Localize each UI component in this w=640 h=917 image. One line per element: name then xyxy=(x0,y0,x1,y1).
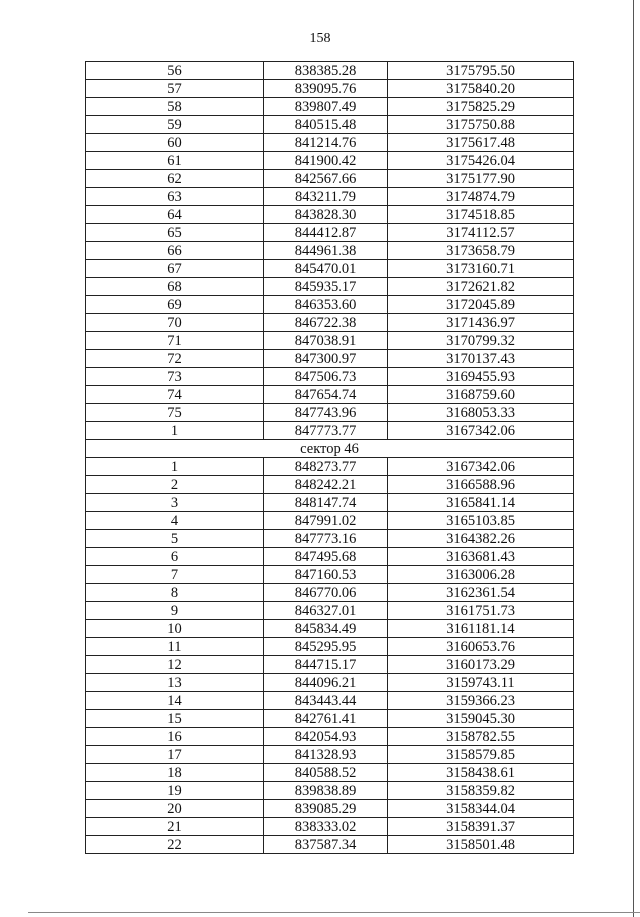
point-number-cell: 56 xyxy=(86,62,264,80)
x-coordinate-cell: 841328.93 xyxy=(264,746,388,764)
point-number-cell: 64 xyxy=(86,206,264,224)
x-coordinate-cell: 844715.17 xyxy=(264,656,388,674)
x-coordinate-cell: 846722.38 xyxy=(264,314,388,332)
point-number-cell: 14 xyxy=(86,692,264,710)
y-coordinate-cell: 3166588.96 xyxy=(388,476,574,494)
point-number-cell: 57 xyxy=(86,80,264,98)
page-number: 158 xyxy=(309,31,331,46)
x-coordinate-cell: 841900.42 xyxy=(264,152,388,170)
y-coordinate-cell: 3158579.85 xyxy=(388,746,574,764)
x-coordinate-cell: 847038.91 xyxy=(264,332,388,350)
x-coordinate-cell: 843443.44 xyxy=(264,692,388,710)
point-number-cell: 62 xyxy=(86,170,264,188)
x-coordinate-cell: 839095.76 xyxy=(264,80,388,98)
y-coordinate-cell: 3170799.32 xyxy=(388,332,574,350)
point-number-cell: 71 xyxy=(86,332,264,350)
y-coordinate-cell: 3160653.76 xyxy=(388,638,574,656)
page-edge-bottom xyxy=(28,912,640,913)
x-coordinate-cell: 837587.34 xyxy=(264,836,388,854)
y-coordinate-cell: 3164382.26 xyxy=(388,530,574,548)
point-number-cell: 19 xyxy=(86,782,264,800)
table-row xyxy=(86,818,574,836)
x-coordinate-cell: 842054.93 xyxy=(264,728,388,746)
y-coordinate-cell: 3158501.48 xyxy=(388,836,574,854)
table-row xyxy=(86,620,574,638)
y-coordinate-cell: 3159366.23 xyxy=(388,692,574,710)
y-coordinate-cell: 3165841.14 xyxy=(388,494,574,512)
x-coordinate-cell: 847773.77 xyxy=(264,422,388,440)
table-row xyxy=(86,350,574,368)
table-row xyxy=(86,548,574,566)
x-coordinate-cell: 839085.29 xyxy=(264,800,388,818)
table-row xyxy=(86,116,574,134)
point-number-cell: 58 xyxy=(86,98,264,116)
y-coordinate-cell: 3171436.97 xyxy=(388,314,574,332)
x-coordinate-cell: 840515.48 xyxy=(264,116,388,134)
x-coordinate-cell: 843211.79 xyxy=(264,188,388,206)
y-coordinate-cell: 3162361.54 xyxy=(388,584,574,602)
y-coordinate-cell: 3173160.71 xyxy=(388,260,574,278)
y-coordinate-cell: 3158344.04 xyxy=(388,800,574,818)
table-row xyxy=(86,746,574,764)
table-row xyxy=(86,476,574,494)
table-row xyxy=(86,422,574,440)
table-row xyxy=(86,656,574,674)
point-number-cell: 60 xyxy=(86,134,264,152)
x-coordinate-cell: 839838.89 xyxy=(264,782,388,800)
y-coordinate-cell: 3167342.06 xyxy=(388,422,574,440)
table-row xyxy=(86,386,574,404)
point-number-cell: 3 xyxy=(86,494,264,512)
table-row xyxy=(86,242,574,260)
y-coordinate-cell: 3175840.20 xyxy=(388,80,574,98)
point-number-cell: 7 xyxy=(86,566,264,584)
y-coordinate-cell: 3175795.50 xyxy=(388,62,574,80)
x-coordinate-cell: 842567.66 xyxy=(264,170,388,188)
table-row xyxy=(86,728,574,746)
x-coordinate-cell: 844096.21 xyxy=(264,674,388,692)
point-number-cell: 68 xyxy=(86,278,264,296)
point-number-cell: 8 xyxy=(86,584,264,602)
table-row xyxy=(86,278,574,296)
table-row xyxy=(86,782,574,800)
table-row xyxy=(86,224,574,242)
table-row xyxy=(86,584,574,602)
table-row xyxy=(86,80,574,98)
x-coordinate-cell: 847743.96 xyxy=(264,404,388,422)
y-coordinate-cell: 3168759.60 xyxy=(388,386,574,404)
x-coordinate-cell: 847160.53 xyxy=(264,566,388,584)
y-coordinate-cell: 3161751.73 xyxy=(388,602,574,620)
table-row xyxy=(86,494,574,512)
coordinates-table xyxy=(85,61,574,854)
y-coordinate-cell: 3175426.04 xyxy=(388,152,574,170)
y-coordinate-cell: 3173658.79 xyxy=(388,242,574,260)
x-coordinate-cell: 838385.28 xyxy=(264,62,388,80)
y-coordinate-cell: 3167342.06 xyxy=(388,458,574,476)
point-number-cell: 11 xyxy=(86,638,264,656)
x-coordinate-cell: 847773.16 xyxy=(264,530,388,548)
y-coordinate-cell: 3158391.37 xyxy=(388,818,574,836)
x-coordinate-cell: 847300.97 xyxy=(264,350,388,368)
y-coordinate-cell: 3175825.29 xyxy=(388,98,574,116)
table-row xyxy=(86,602,574,620)
x-coordinate-cell: 848147.74 xyxy=(264,494,388,512)
y-coordinate-cell: 3160173.29 xyxy=(388,656,574,674)
y-coordinate-cell: 3158359.82 xyxy=(388,782,574,800)
point-number-cell: 66 xyxy=(86,242,264,260)
table-row xyxy=(86,188,574,206)
x-coordinate-cell: 845295.95 xyxy=(264,638,388,656)
x-coordinate-cell: 847506.73 xyxy=(264,368,388,386)
x-coordinate-cell: 846327.01 xyxy=(264,602,388,620)
point-number-cell: 72 xyxy=(86,350,264,368)
point-number-cell: 69 xyxy=(86,296,264,314)
x-coordinate-cell: 838333.02 xyxy=(264,818,388,836)
y-coordinate-cell: 3165103.85 xyxy=(388,512,574,530)
table-row xyxy=(86,206,574,224)
point-number-cell: 12 xyxy=(86,656,264,674)
x-coordinate-cell: 846770.06 xyxy=(264,584,388,602)
point-number-cell: 59 xyxy=(86,116,264,134)
point-number-cell: 73 xyxy=(86,368,264,386)
x-coordinate-cell: 842761.41 xyxy=(264,710,388,728)
y-coordinate-cell: 3174874.79 xyxy=(388,188,574,206)
table-row xyxy=(86,764,574,782)
table-row xyxy=(86,368,574,386)
point-number-cell: 22 xyxy=(86,836,264,854)
point-number-cell: 13 xyxy=(86,674,264,692)
table-row xyxy=(86,638,574,656)
y-coordinate-cell: 3163681.43 xyxy=(388,548,574,566)
x-coordinate-cell: 844961.38 xyxy=(264,242,388,260)
point-number-cell: 70 xyxy=(86,314,264,332)
y-coordinate-cell: 3174112.57 xyxy=(388,224,574,242)
x-coordinate-cell: 847654.74 xyxy=(264,386,388,404)
y-coordinate-cell: 3170137.43 xyxy=(388,350,574,368)
table-row xyxy=(86,800,574,818)
table-row xyxy=(86,674,574,692)
point-number-cell: 74 xyxy=(86,386,264,404)
table-row xyxy=(86,332,574,350)
point-number-cell: 1 xyxy=(86,422,264,440)
point-number-cell: 18 xyxy=(86,764,264,782)
point-number-cell: 61 xyxy=(86,152,264,170)
y-coordinate-cell: 3175750.88 xyxy=(388,116,574,134)
point-number-cell: 2 xyxy=(86,476,264,494)
y-coordinate-cell: 3172621.82 xyxy=(388,278,574,296)
point-number-cell: 10 xyxy=(86,620,264,638)
sector-label: сектор 46 xyxy=(86,440,574,458)
table-row xyxy=(86,404,574,422)
point-number-cell: 9 xyxy=(86,602,264,620)
point-number-cell: 75 xyxy=(86,404,264,422)
point-number-cell: 67 xyxy=(86,260,264,278)
x-coordinate-cell: 847991.02 xyxy=(264,512,388,530)
x-coordinate-cell: 843828.30 xyxy=(264,206,388,224)
table-row xyxy=(86,170,574,188)
table-row xyxy=(86,566,574,584)
table-row xyxy=(86,296,574,314)
x-coordinate-cell: 844412.87 xyxy=(264,224,388,242)
table-row xyxy=(86,314,574,332)
x-coordinate-cell: 847495.68 xyxy=(264,548,388,566)
point-number-cell: 63 xyxy=(86,188,264,206)
table-row xyxy=(86,836,574,854)
table-row xyxy=(86,458,574,476)
y-coordinate-cell: 3175617.48 xyxy=(388,134,574,152)
point-number-cell: 16 xyxy=(86,728,264,746)
point-number-cell: 4 xyxy=(86,512,264,530)
coordinates-table-body xyxy=(86,62,574,854)
x-coordinate-cell: 839807.49 xyxy=(264,98,388,116)
table-row xyxy=(86,512,574,530)
point-number-cell: 15 xyxy=(86,710,264,728)
point-number-cell: 20 xyxy=(86,800,264,818)
x-coordinate-cell: 846353.60 xyxy=(264,296,388,314)
x-coordinate-cell: 845935.17 xyxy=(264,278,388,296)
table-row xyxy=(86,692,574,710)
table-row xyxy=(86,134,574,152)
point-number-cell: 1 xyxy=(86,458,264,476)
y-coordinate-cell: 3159045.30 xyxy=(388,710,574,728)
page-edge-right xyxy=(633,0,634,917)
x-coordinate-cell: 845470.01 xyxy=(264,260,388,278)
y-coordinate-cell: 3174518.85 xyxy=(388,206,574,224)
table-row xyxy=(86,530,574,548)
y-coordinate-cell: 3169455.93 xyxy=(388,368,574,386)
point-number-cell: 5 xyxy=(86,530,264,548)
y-coordinate-cell: 3161181.14 xyxy=(388,620,574,638)
x-coordinate-cell: 845834.49 xyxy=(264,620,388,638)
point-number-cell: 17 xyxy=(86,746,264,764)
x-coordinate-cell: 840588.52 xyxy=(264,764,388,782)
x-coordinate-cell: 841214.76 xyxy=(264,134,388,152)
x-coordinate-cell: 848242.21 xyxy=(264,476,388,494)
table-row xyxy=(86,62,574,80)
y-coordinate-cell: 3158782.55 xyxy=(388,728,574,746)
table-row xyxy=(86,98,574,116)
table-row xyxy=(86,260,574,278)
y-coordinate-cell: 3158438.61 xyxy=(388,764,574,782)
y-coordinate-cell: 3159743.11 xyxy=(388,674,574,692)
y-coordinate-cell: 3163006.28 xyxy=(388,566,574,584)
y-coordinate-cell: 3168053.33 xyxy=(388,404,574,422)
sector-header-row xyxy=(86,440,574,458)
point-number-cell: 6 xyxy=(86,548,264,566)
table-row xyxy=(86,710,574,728)
y-coordinate-cell: 3172045.89 xyxy=(388,296,574,314)
y-coordinate-cell: 3175177.90 xyxy=(388,170,574,188)
point-number-cell: 65 xyxy=(86,224,264,242)
point-number-cell: 21 xyxy=(86,818,264,836)
table-row xyxy=(86,152,574,170)
x-coordinate-cell: 848273.77 xyxy=(264,458,388,476)
